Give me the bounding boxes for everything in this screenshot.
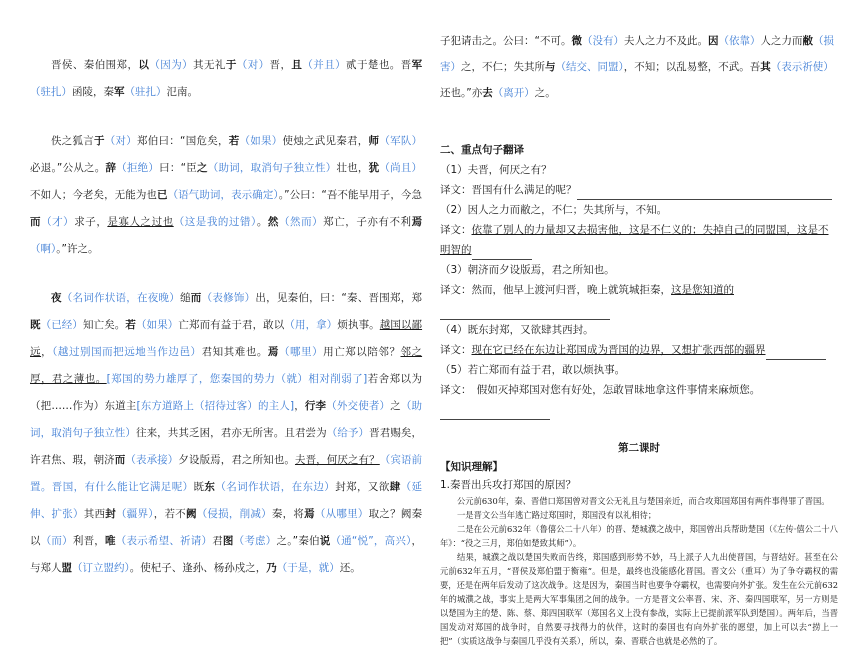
answer-blank-line	[440, 405, 550, 420]
text-run: 邻之厚，君之薄也。	[30, 346, 423, 385]
text-run: 求子，	[74, 216, 108, 228]
text-run: 人之力而	[760, 35, 803, 47]
key-word: 焉	[304, 508, 315, 520]
key-word: 乃	[266, 562, 277, 574]
text-run: 亡郑而有益于君，敢以	[178, 319, 285, 331]
translation-list	[440, 160, 838, 420]
annotation-text: （而）	[40, 535, 73, 547]
text-run: 之，不仁；失其所	[461, 61, 545, 73]
key-word: 于	[94, 135, 105, 147]
annotation-text: （外交使者）	[326, 400, 391, 412]
key-word: 以	[138, 59, 150, 71]
annotation-text: （宾语前置。晋国，有什么能让它满足呢）	[30, 454, 423, 493]
text-run: 函陵，秦	[72, 86, 114, 98]
answer-blank-line	[577, 185, 832, 200]
annotation-text: （通“悦”，高兴）	[330, 535, 412, 547]
annotation-text: （考虑）	[233, 535, 277, 547]
text-run: ，不知；以乱易整，不武。吾	[623, 61, 761, 73]
annotation-text: （侵损，削减）	[196, 508, 272, 520]
text-run: 使烛之武见秦君，	[282, 135, 369, 147]
translation-answer-underlined: 现在它已经在东边让郑国成为晋国的边界，又想扩张西部的疆界	[471, 344, 766, 356]
text-run: 不如人；今老矣，无能为也	[30, 189, 157, 201]
text-run: 其无礼	[193, 59, 226, 71]
text-run: 必退。”公从之。	[30, 162, 106, 174]
key-word: 因	[707, 35, 719, 47]
text-run: 既	[193, 481, 205, 493]
key-word: 与	[545, 61, 556, 73]
key-word: 说	[319, 535, 331, 547]
text-run: 之。”秦伯	[276, 535, 320, 547]
annotation-text: （用，拿）	[284, 319, 338, 331]
key-word: 行李	[304, 400, 327, 412]
translation-question: （4）既东封郑，又欲肆其西封。	[440, 324, 594, 336]
lesson-title: 第二课时	[618, 442, 660, 454]
key-word: 去	[482, 87, 493, 99]
annotation-text: （然而）	[278, 216, 324, 228]
annotation-text: （军队）	[379, 135, 423, 147]
answer-blank-line	[766, 345, 826, 360]
text-run: 。	[256, 216, 268, 228]
text-run: 往来，共其乏困，君亦无所害。且君尝为	[135, 427, 327, 439]
key-word: 军	[114, 86, 125, 98]
annotation-text: （如果）	[239, 135, 283, 147]
answer-blank-line	[440, 305, 610, 320]
key-word: 敝	[802, 35, 813, 47]
annotation-text: （尚且）	[379, 162, 423, 174]
text-run: 还。	[339, 562, 361, 574]
right-column	[440, 28, 838, 648]
text-run: 用亡郑以陪邻？	[323, 346, 401, 358]
annotation-text: （疆界）	[115, 508, 154, 520]
text-run: 出，见秦伯，曰：“秦、晋围郑，郑	[255, 292, 423, 304]
text-run: 氾南。	[166, 86, 198, 98]
text-run: 夫人之力不及此。	[623, 35, 708, 47]
key-word: 夜	[51, 292, 62, 304]
annotation-text: [东方道路上（招待过客）的主人]	[136, 400, 295, 412]
annotation-text: （拒绝）	[116, 162, 160, 174]
translation-answer-text: 译文： 假如灭掉郑国对您有好处，怎敢冒昧地拿这件事情来麻烦您。	[440, 384, 761, 396]
translation-answer-text: 译文：然而，他早上渡河归晋，晚上就筑城拒秦，	[440, 284, 671, 296]
annotation-text: （表示祈使）	[770, 61, 834, 73]
annotation-text: （订立盟约）	[72, 562, 130, 574]
annotation-text: （因为）	[149, 59, 194, 71]
text-run: ，与郑人	[30, 535, 423, 574]
key-word: 而	[190, 292, 202, 304]
answer-blank-line	[472, 245, 532, 260]
text-run: 晋，	[269, 59, 292, 71]
translation-answer	[440, 280, 838, 320]
annotation-text: （结交、同盟）	[555, 61, 624, 73]
text-run: 君	[212, 535, 223, 547]
key-word: 肆	[389, 481, 401, 493]
text-run: 越国以鄙远	[30, 319, 423, 358]
key-word: 辞	[105, 162, 117, 174]
annotation-text: （给予）	[326, 427, 370, 439]
text-run: 知亡矣。	[83, 319, 126, 331]
text-run: 贰于楚也。晋	[346, 59, 412, 71]
key-word: 犹	[368, 162, 380, 174]
translation-question: （5）若亡郑而有益于君，敢以烦执事。	[440, 364, 626, 376]
answer-text	[440, 494, 838, 648]
annotation-text: （啊）	[30, 243, 57, 255]
text-run: 佚之狐言	[51, 135, 95, 147]
translation-question: （2）因人之力而敝之，不仁；失其所与，不知。	[440, 204, 668, 216]
text-run: 郑伯曰：“国危矣，	[137, 135, 229, 147]
annotation-text: （已经）	[40, 319, 83, 331]
text-run: 。使杞子、逢孙、杨孙戍之，	[129, 562, 267, 574]
translation-answer	[440, 180, 838, 200]
text-run: 封郑，又欲	[335, 481, 390, 493]
annotation-text: （越过别国而把远地当作边邑）	[52, 346, 202, 358]
key-word: 其	[760, 61, 771, 73]
text-run: 若舍郑以为（把……作为）东道主	[30, 373, 422, 412]
key-word: 而	[114, 454, 126, 466]
translation-answer-text: 译文：	[440, 344, 472, 356]
annotation-text: （助词，取消句子独立性）	[207, 162, 337, 174]
text-run: 。”许之。	[56, 243, 99, 255]
text-run: ，若不	[153, 508, 186, 520]
key-word: 若	[125, 319, 136, 331]
annotation-text: （哪里）	[278, 346, 324, 358]
text-run: 。”公曰：“吾不能早用子，今急	[278, 189, 423, 201]
annotation-text: （才）	[41, 216, 75, 228]
text-run: 曰：“臣	[159, 162, 197, 174]
text-run: 还也。”亦	[440, 87, 483, 99]
text-run: 取之？阙秦以	[30, 508, 423, 547]
translation-answer-text: 译文：晋国有什么满足的呢？	[440, 184, 577, 196]
knowledge-heading: 【知识理解】	[440, 461, 503, 473]
annotation-text: （表修饰）	[201, 292, 256, 304]
annotation-text: （语气助词，表示确定）	[167, 189, 279, 201]
classical-text-column	[30, 52, 422, 582]
annotation-text: （没有）	[581, 35, 624, 47]
key-word: 若	[228, 135, 240, 147]
annotation-text: （对）	[236, 59, 270, 71]
text-run: 晋侯、秦伯围郑，	[51, 59, 139, 71]
key-word: 封	[105, 508, 116, 520]
annotation-text: （于是，就）	[276, 562, 340, 574]
text-run: 之。	[534, 87, 556, 99]
question-1: 1.秦晋出兵攻打郑国的原因？	[440, 479, 577, 491]
key-word: 焉	[267, 346, 279, 358]
translation-answer-text: 译文：	[440, 224, 472, 236]
text-run: 夫晋，何厌之有？	[294, 454, 380, 466]
text-run: 是寡人之过也	[107, 216, 174, 228]
translation-answer-underlined: 这是您知道的	[671, 284, 734, 296]
text-run: ，	[41, 346, 53, 358]
key-word: 师	[368, 135, 380, 147]
text-run: 子犯请击之。公曰：“不可。	[440, 35, 572, 47]
key-word: 于	[225, 59, 237, 71]
annotation-text: （并且）	[302, 59, 347, 71]
annotation-text: （这是我的过错）	[173, 216, 257, 228]
translation-answer-underlined: 依靠了别人的力量却又去损害他，这是不仁义的；失掉自己的同盟国，这是不明智的	[440, 224, 829, 256]
annotation-text: （延伸、扩张）	[30, 481, 423, 520]
key-word: 军	[411, 59, 423, 71]
key-word: 已	[156, 189, 168, 201]
section-title-translation: 二、重点句子翻译	[440, 144, 524, 156]
key-word: 焉	[411, 216, 423, 228]
answer-para: 二是在公元前632年（鲁僖公二十八年）的晋、楚城濮之战中，郑国曾出兵帮助楚国（《左传·僖公二十八年》：“役之三月，郑伯如楚致其师”）。	[440, 524, 838, 548]
translation-question: （1）夫晋，何厌之有？	[440, 164, 552, 176]
annotation-text: （如果）	[136, 319, 179, 331]
key-word: 阙	[185, 508, 197, 520]
annotation-text: [郑国的势力雄厚了，您秦国的势力（就）相对削弱了]	[106, 373, 368, 385]
annotation-text: （表示希望、祈请）	[115, 535, 213, 547]
text-run: 之	[390, 400, 401, 412]
answer-para: 公元前630年，秦、晋借口郑国曾对晋文公无礼且与楚国亲近，而合攻郑国郑国有两件事得罪了晋国。	[457, 496, 830, 506]
annotation-text: （助词，取消句子独立性）	[30, 400, 423, 439]
paragraph-4	[440, 28, 838, 106]
annotation-text: （名词作状语，在夜晚）	[61, 292, 181, 304]
key-word: 然	[267, 216, 279, 228]
key-word: 且	[291, 59, 303, 71]
translation-question: （3）朝济而夕设版焉，君之所知也。	[440, 264, 615, 276]
text-run: 壮也，	[336, 162, 369, 174]
annotation-text: （名词作状语，在东边）	[215, 481, 336, 493]
annotation-text: （驻扎）	[124, 86, 167, 98]
key-word: 盟	[61, 562, 72, 574]
annotation-text: （表承接）	[125, 454, 179, 466]
key-word: 之	[196, 162, 208, 174]
translation-answer	[440, 380, 838, 420]
annotation-text: （离开）	[492, 87, 535, 99]
key-word: 既	[30, 319, 41, 331]
key-word: 唯	[105, 535, 116, 547]
answer-para: 一是晋文公当年逃亡路过郑国时，郑国没有以礼相待；	[457, 510, 657, 520]
text-run: 缒	[180, 292, 191, 304]
text-run: 君知其难也。	[201, 346, 268, 358]
text-run: 秦，将	[271, 508, 305, 520]
text-run: 夕设版焉，君之所知也。	[178, 454, 295, 466]
paragraph-3	[30, 285, 422, 582]
text-run: 郑亡，子亦有不利	[323, 216, 412, 228]
text-run: 其西	[83, 508, 106, 520]
key-word: 东	[204, 481, 216, 493]
text-run: 烦执事。	[337, 319, 380, 331]
annotation-text: （依靠）	[718, 35, 761, 47]
annotation-text: （从哪里）	[314, 508, 369, 520]
paragraph-2	[30, 128, 422, 263]
text-run: ，	[294, 400, 305, 412]
annotation-text: （对）	[104, 135, 138, 147]
text-run: 利晋，	[72, 535, 106, 547]
translation-answer	[440, 340, 838, 360]
annotation-text: （驻扎）	[30, 86, 72, 98]
key-word: 微	[571, 35, 582, 47]
text-run: 晋君赐矣，许君焦、瑕，朝济	[30, 427, 423, 466]
annotation-text: （损害）	[440, 35, 834, 73]
translation-answer	[440, 220, 838, 260]
key-word: 图	[222, 535, 234, 547]
paragraph-1	[30, 52, 422, 106]
answer-para: 结果，城濮之战以楚国失败而告终，郑国感到形势不妙，马上派子人九出使晋国，与晋结好。甚至在公元前632年五月，“晋侯及郑伯盟于衡雍”。但是，最终也没能感化晋国。晋文公（重耳）为了争夺霸权的需要，还是在两年后发动了这次战争。这是因为，秦国当时也要争夺霸权，也需要向外扩张。发生在公元前632年的城濮之战，事实上是两大军事集团之间的战争。一方是晋文公率晋、宋、齐、秦四国联军，另一方则是以楚国为主的楚、陈、蔡、郑四国联军（郑国名义上没有参战，实际上已提前派军队到楚国）。两年后，当晋国发动对郑国的战争时，自然要寻找得力的伙伴，这时的秦国也有向外扩张的愿望，加上可以去“捞上一把”（实质这战争与秦国几乎没有关系），所以，秦、晋联合也就是必然的了。	[440, 552, 838, 646]
key-word: 而	[30, 216, 42, 228]
